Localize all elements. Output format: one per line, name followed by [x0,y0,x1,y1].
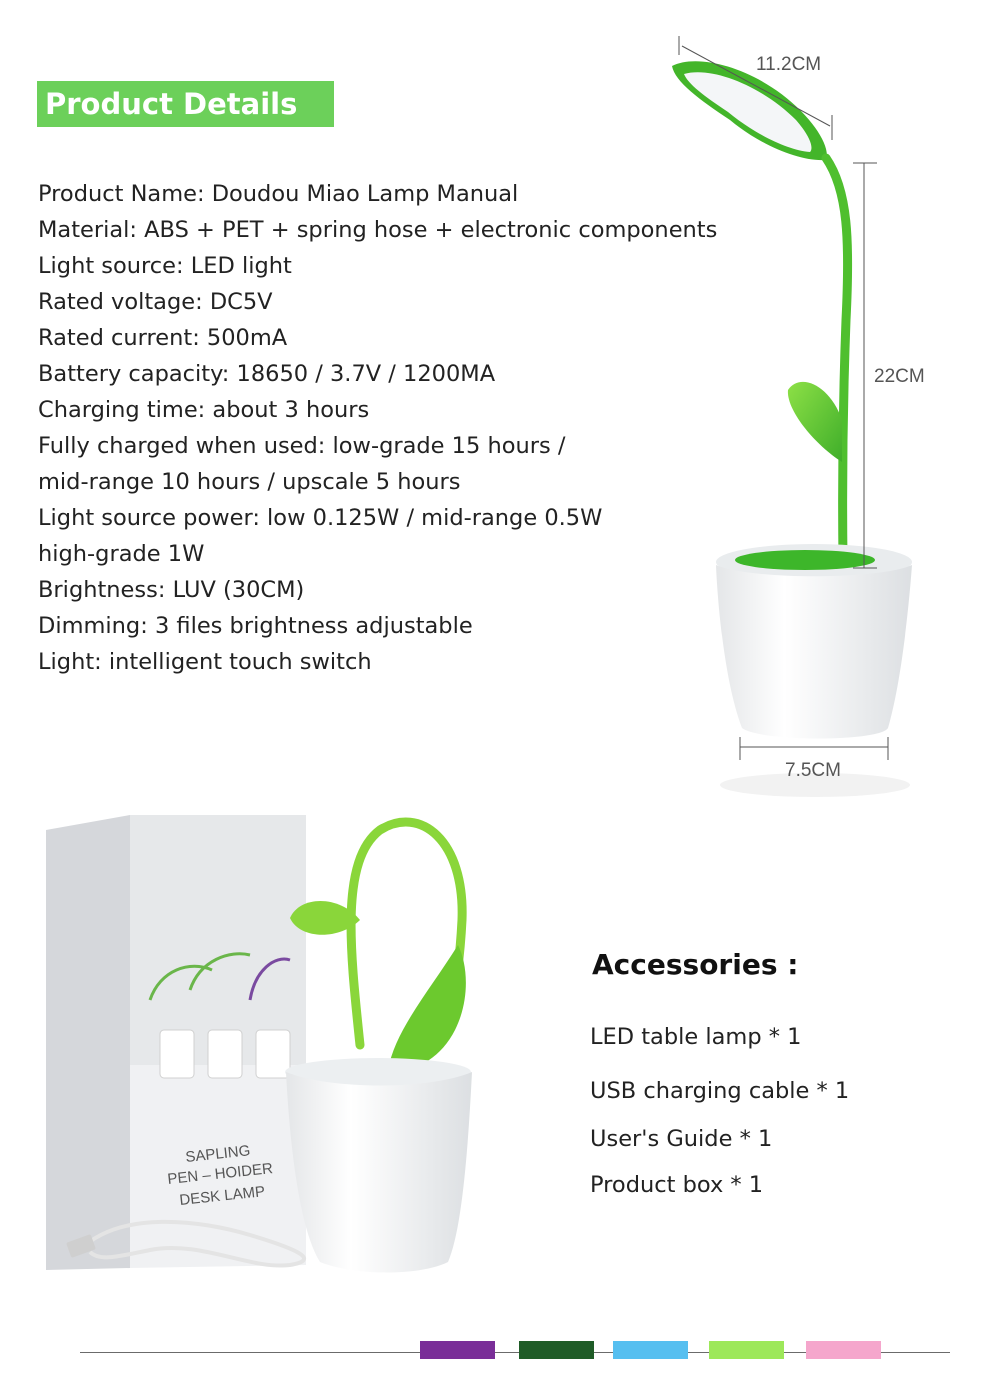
spec-line: Light source power: low 0.125W / mid-range 0.5W [38,505,603,531]
spec-line: Charging time: about 3 hours [38,397,370,423]
pot-top [735,550,875,570]
color-swatch-blue [613,1341,688,1359]
spec-line: Rated current: 500mA [38,325,288,351]
color-swatch-pink [806,1341,881,1359]
dim-height-label: 22CM [874,366,925,387]
accessory-item: User's Guide * 1 [590,1126,773,1152]
spec-line: Light: intelligent touch switch [38,649,372,675]
accessory-item: Product box * 1 [590,1172,764,1198]
spec-line: Battery capacity: 18650 / 3.7V / 1200MA [38,361,496,387]
lamp-leaf [788,382,842,462]
spec-line: mid-range 10 hours / upscale 5 hours [38,469,461,495]
lamp-stem [826,158,848,560]
dim-base-lines [740,737,888,760]
pot-body [716,565,912,739]
color-swatch-dark-green [519,1341,594,1359]
color-swatch-purple [420,1341,495,1359]
spec-line: Dimming: 3 files brightness adjustable [38,613,473,639]
lamp-head [672,61,827,160]
product-box [46,815,306,1270]
spec-line: Product Name: Doudou Miao Lamp Manual [38,181,519,207]
section-title: Product Details [45,87,298,121]
spec-line: high-grade 1W [38,541,205,567]
box-label-line: DESK LAMP [178,1183,266,1209]
dim-base-label: 7.5CM [785,760,841,781]
spec-line: Light source: LED light [38,253,292,279]
accessory-item: USB charging cable * 1 [590,1078,850,1104]
box-label-line: PEN – HOIDER [166,1160,274,1188]
lamp-photo [285,822,472,1272]
spec-line: Rated voltage: DC5V [38,289,273,315]
dim-width-label: 11.2CM [756,54,822,75]
box-label-line: SAPLING [184,1142,252,1166]
spec-line: Fully charged when used: low-grade 15 hours / [38,433,566,459]
color-swatch-light-green [709,1341,784,1359]
spec-line: Brightness: LUV (30CM) [38,577,305,603]
spec-line: Material: ABS + PET + spring hose + electronic components [38,217,718,243]
accessories-title: Accessories : [592,948,799,981]
accessory-item: LED table lamp * 1 [590,1024,802,1050]
